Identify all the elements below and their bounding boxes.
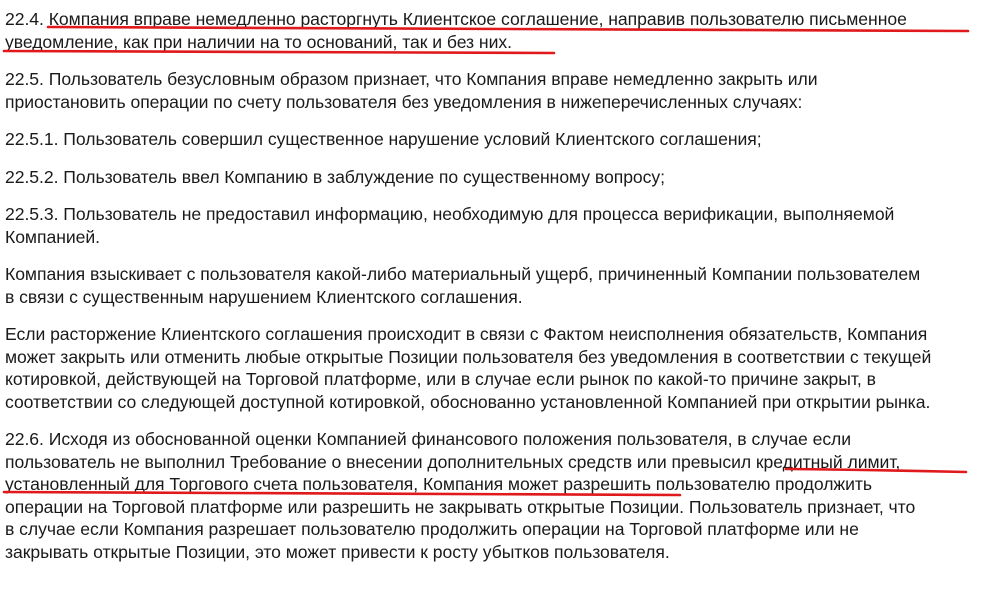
text-line: соответствии со следующей доступной котировкой, обоснованно установленной Компанией при открытии рынка. <box>5 391 931 412</box>
document-body <box>5 8 995 578</box>
paragraph-termination <box>5 323 995 413</box>
text-line: 22.4. Компания вправе немедленно расторгнуть Клиентское соглашение, направив пользователю письменное <box>5 9 907 29</box>
text-line: Компания взыскивает с пользователя какой-либо материальный ущерб, причиненный Компании пользователем <box>5 264 921 284</box>
text-line: может закрыть или отменить любые открытые Позиции пользователя без уведомления в соответствии с текущей <box>5 346 932 367</box>
text-line: Если расторжение Клиентского соглашения происходит в связи с Фактом неисполнения обязательств, Компания <box>5 324 928 344</box>
paragraph-22-6 <box>5 428 995 563</box>
text-line: закрывать открытые Позиции, это может привести к росту убытков пользователя. <box>5 541 670 562</box>
text-line: в случае если Компания разрешает пользователю продолжить операции на Торговой платформе или не <box>5 519 859 539</box>
paragraph-22-5-3 <box>5 203 995 248</box>
text-line: 22.5.2. Пользователь ввел Компанию в заблуждение по существенному вопросу; <box>5 166 665 187</box>
paragraph-damage <box>5 263 995 308</box>
text-line: котировкой, действующей на Торговой платформе, или в случае если рынок по какой-то причине закрыт, в <box>5 369 876 389</box>
text-line: установленный для Торгового счета пользователя, Компания может разрешить пользователю продолжить <box>5 474 873 494</box>
paragraph-22-5 <box>5 68 995 113</box>
paragraph-22-4 <box>5 8 995 53</box>
text-line: 22.6. Исходя из обоснованной оценки Компанией финансового положения пользователя, в случае если <box>5 429 852 449</box>
text-line: приостановить операции по счету пользователя без уведомления в нижеперечисленных случаях: <box>5 91 803 112</box>
text-line: в связи с существенным нарушением Клиентского соглашения. <box>5 286 523 307</box>
text-line: 22.5.3. Пользователь не предоставил информацию, необходимую для процесса верификации, выполняемой <box>5 204 895 224</box>
paragraph-22-5-1 <box>5 128 995 151</box>
text-line: 22.5.1. Пользователь совершил существенное нарушение условий Клиентского соглашения; <box>5 129 762 149</box>
text-line: Компанией. <box>5 226 100 247</box>
paragraph-22-5-2 <box>5 166 995 189</box>
text-line: пользователь не выполнил Требование о внесении дополнительных средств или превысил кредитный лимит, <box>5 451 901 472</box>
text-line: уведомление, как при наличии на то оснований, так и без них. <box>5 31 512 52</box>
text-line: операции на Торговой платформе или разрешить не закрывать открытые Позиции. Пользователь признает, что <box>5 496 916 517</box>
text-line: 22.5. Пользователь безусловным образом признает, что Компания вправе немедленно закрыть или <box>5 69 818 89</box>
